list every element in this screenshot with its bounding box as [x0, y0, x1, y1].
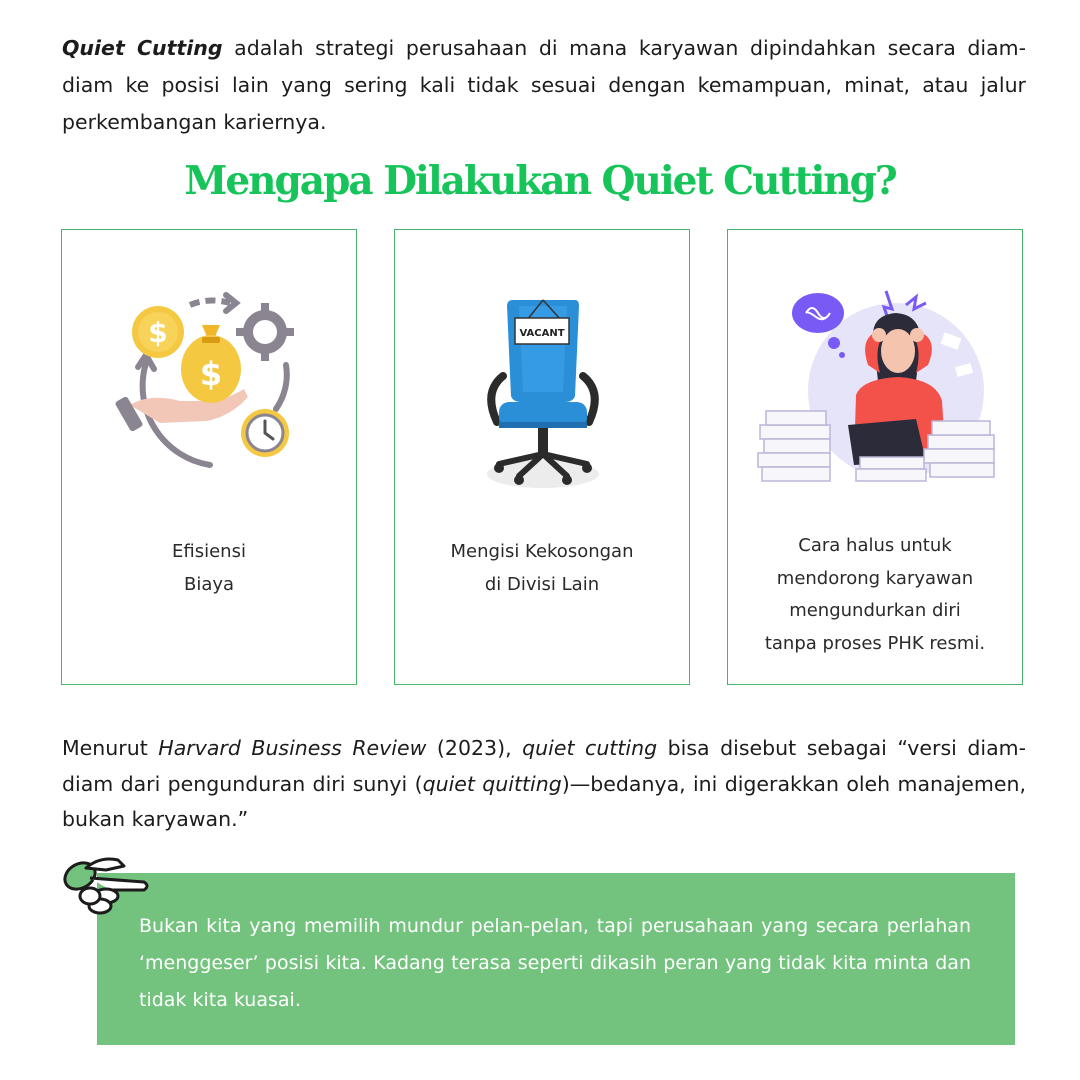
- svg-text:$: $: [199, 355, 223, 393]
- pointing-hand-icon: [60, 852, 150, 918]
- money-bag-cycle-icon: [110, 285, 310, 485]
- intro-paragraph: [62, 30, 1026, 141]
- section-heading: Mengapa Dilakukan Quiet Cutting?: [184, 158, 896, 204]
- card-fill-vacancy: [394, 229, 690, 685]
- intro-text: adalah strategi perusahaan di mana karyawan dipindahkan secara diam-diam ke posisi lain yang sering kali tidak sesuai dengan kemampuan, minat, atau jalur perkembangan kariernya.: [62, 36, 1027, 134]
- quote-box: [97, 873, 1015, 1045]
- card-label: Efisiensi Biaya: [172, 541, 246, 595]
- vacant-chair-icon: [443, 292, 643, 502]
- svg-text:$: $: [148, 316, 168, 349]
- card-soft-push: [727, 229, 1023, 685]
- card-cost-efficiency: [61, 229, 357, 685]
- quote-text: Bukan kita yang memilih mundur pelan-pelan, tapi perusahaan yang secara perlahan ‘menggeser’ posisi kita. Kadang terasa seperti dikasih peran yang tidak kita minta dan tidak kita kuasai.: [139, 915, 971, 1011]
- intro-term: Quiet Cutting: [62, 36, 223, 60]
- stressed-worker-icon: [756, 285, 996, 495]
- svg-text:VACANT: VACANT: [519, 328, 565, 339]
- card-label: Mengisi Kekosongan di Divisi Lain: [450, 541, 634, 595]
- card-label: Cara halus untuk mendorong karyawan mengundurkan diri tanpa proses PHK resmi.: [764, 535, 986, 654]
- hbr-paragraph: Menurut Harvard Business Review (2023), quiet cutting bisa disebut sebagai “versi diam-diam dari pengunduran diri sunyi (quiet quitting)—bedanya, ini digerakkan oleh manajemen, bukan karyawan.”: [62, 736, 1026, 831]
